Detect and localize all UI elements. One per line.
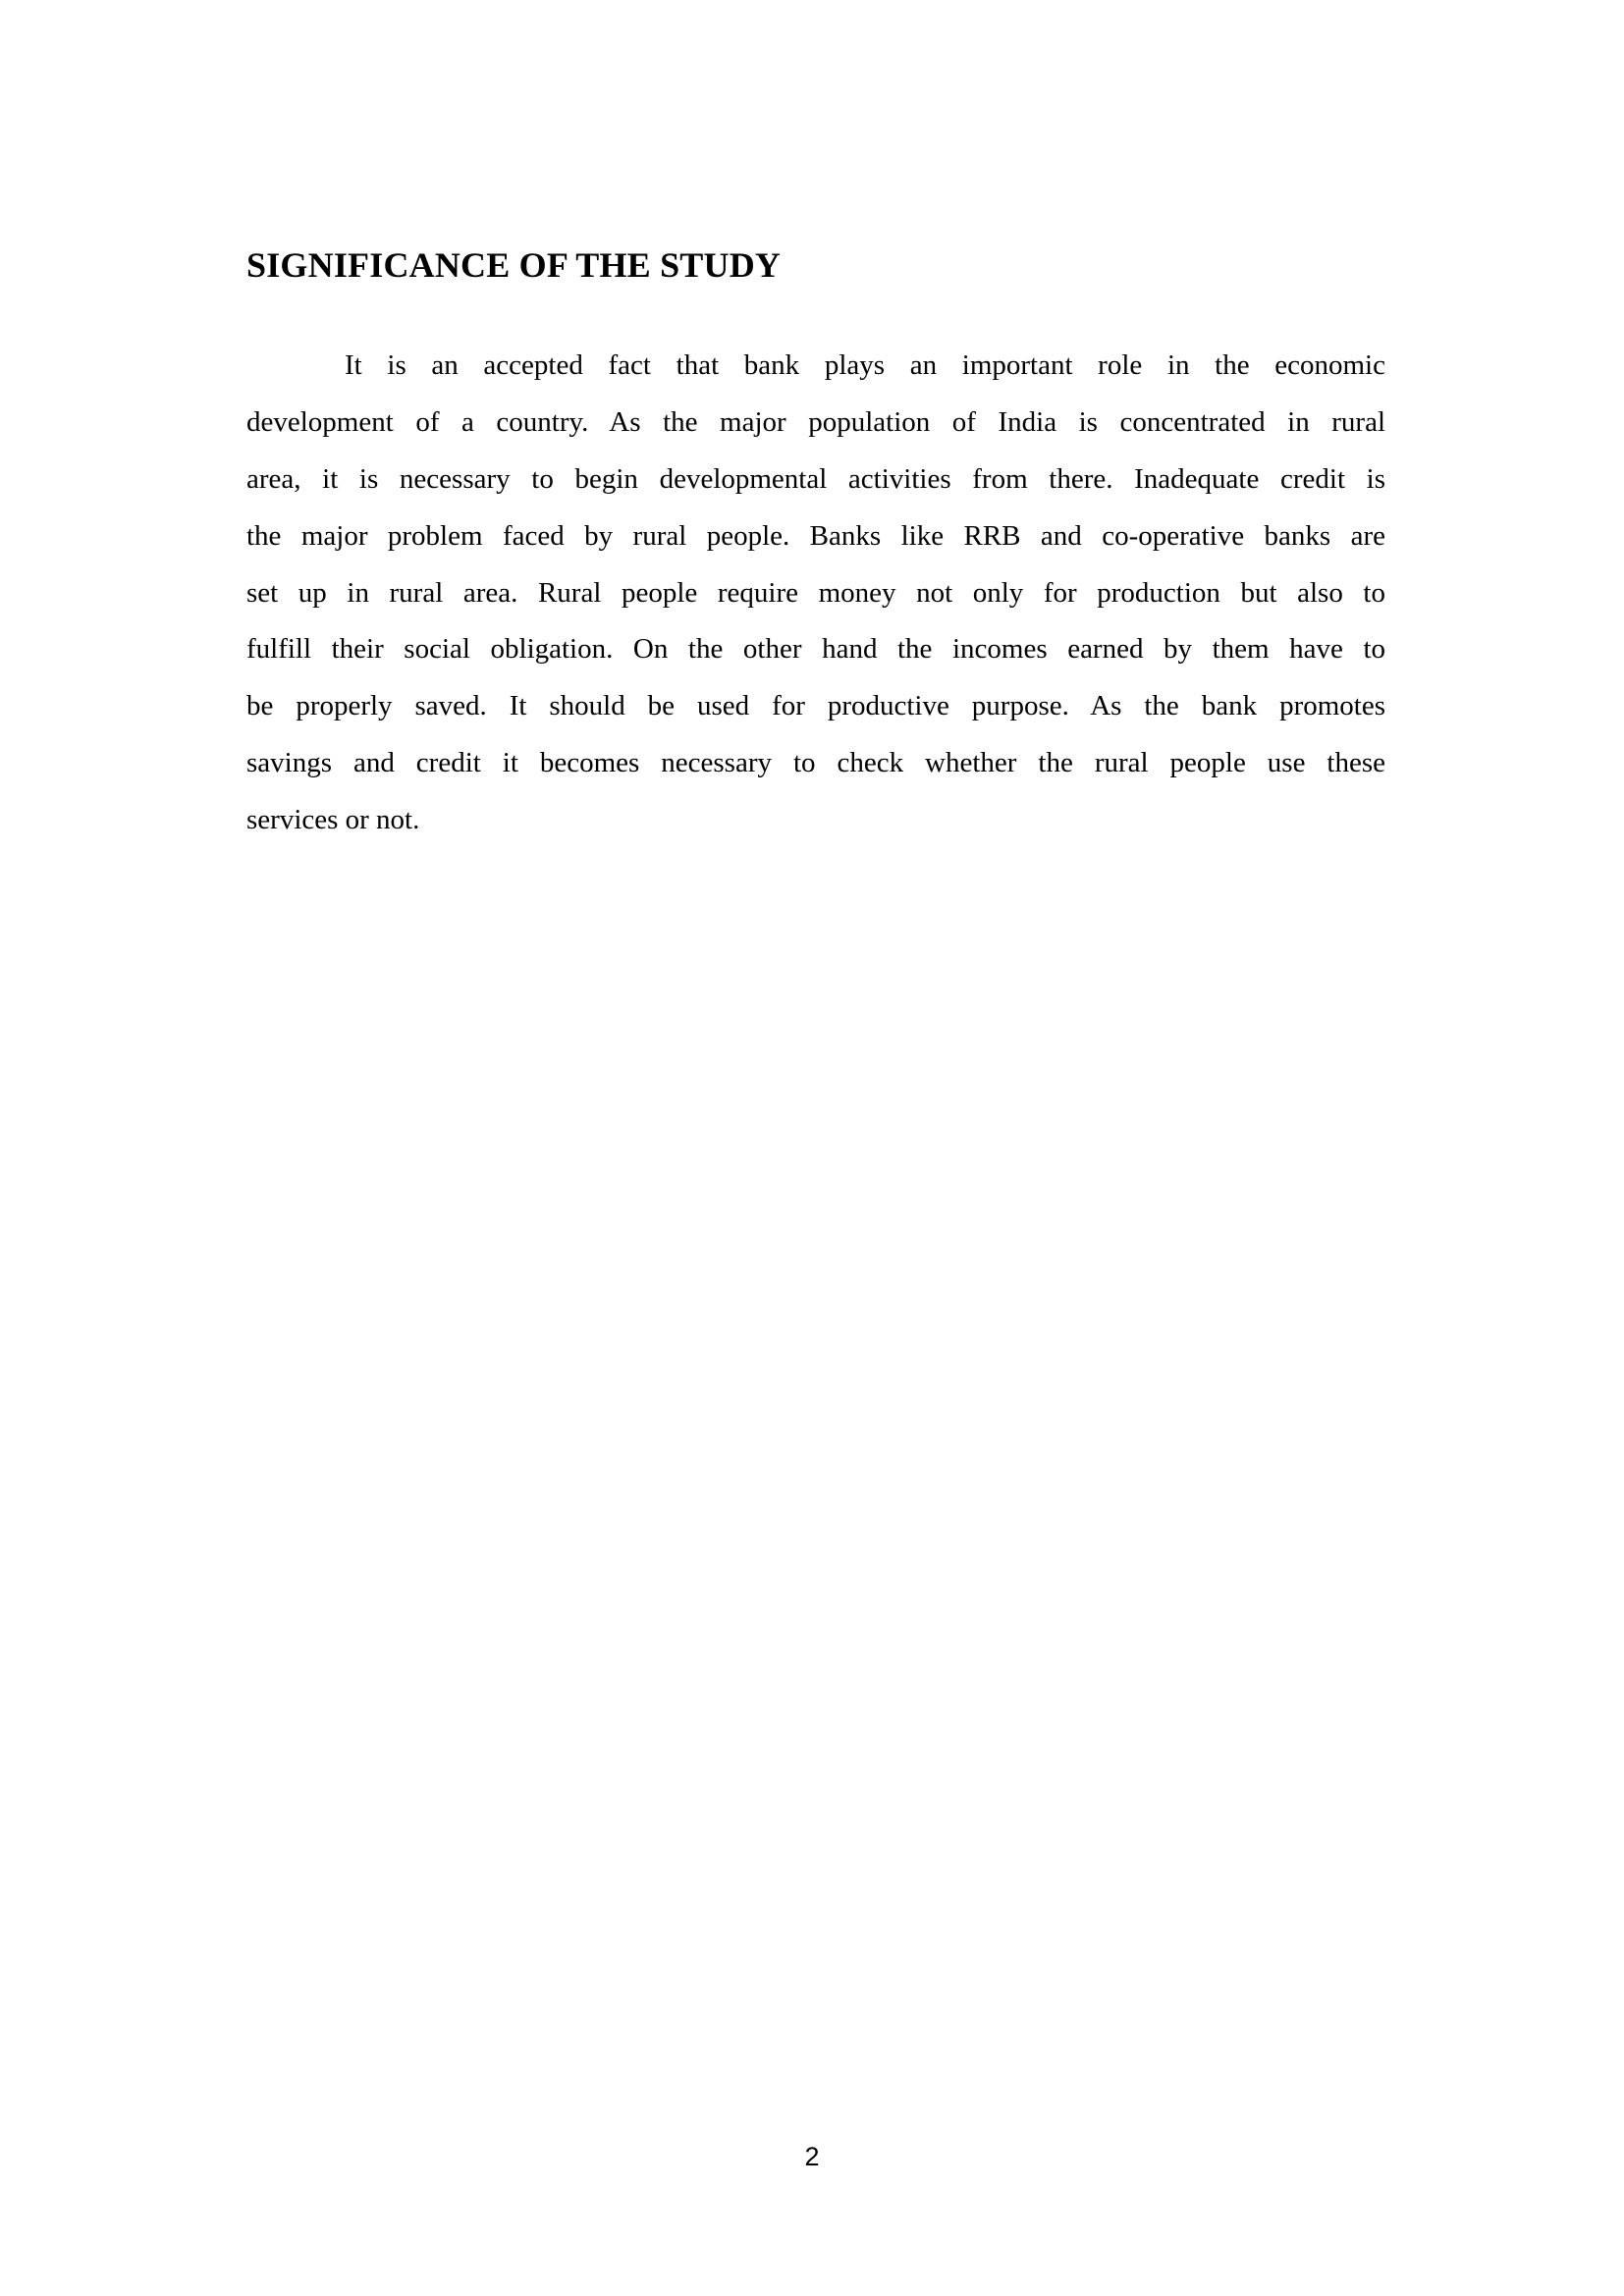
paragraph-line: fulfill their social obligation. On the other hand the incomes earned by them have to [246,633,1385,666]
section-heading: SIGNIFICANCE OF THE STUDY [246,245,782,285]
paragraph-line: It is an accepted fact that bank plays an important role in the economic [345,349,1385,381]
paragraph-line: set up in rural area. Rural people require money not only for production but also to [246,576,1385,609]
paragraph-line: area, it is necessary to begin developmental activities from there. Inadequate credit is [246,462,1385,495]
paragraph-line: the major problem faced by rural people. Banks like RRB and co-operative banks are [246,519,1385,552]
paragraph-line: services or not. [246,804,420,836]
paragraph-line: be properly saved. It should be used for productive purpose. As the bank promotes [246,690,1385,722]
paragraph-line: savings and credit it becomes necessary to check whether the rural people use these [246,747,1385,779]
page-number: 2 [804,2142,820,2171]
body-paragraph [246,338,1385,849]
paragraph-line: development of a country. As the major population of India is concentrated in rural [246,405,1385,438]
